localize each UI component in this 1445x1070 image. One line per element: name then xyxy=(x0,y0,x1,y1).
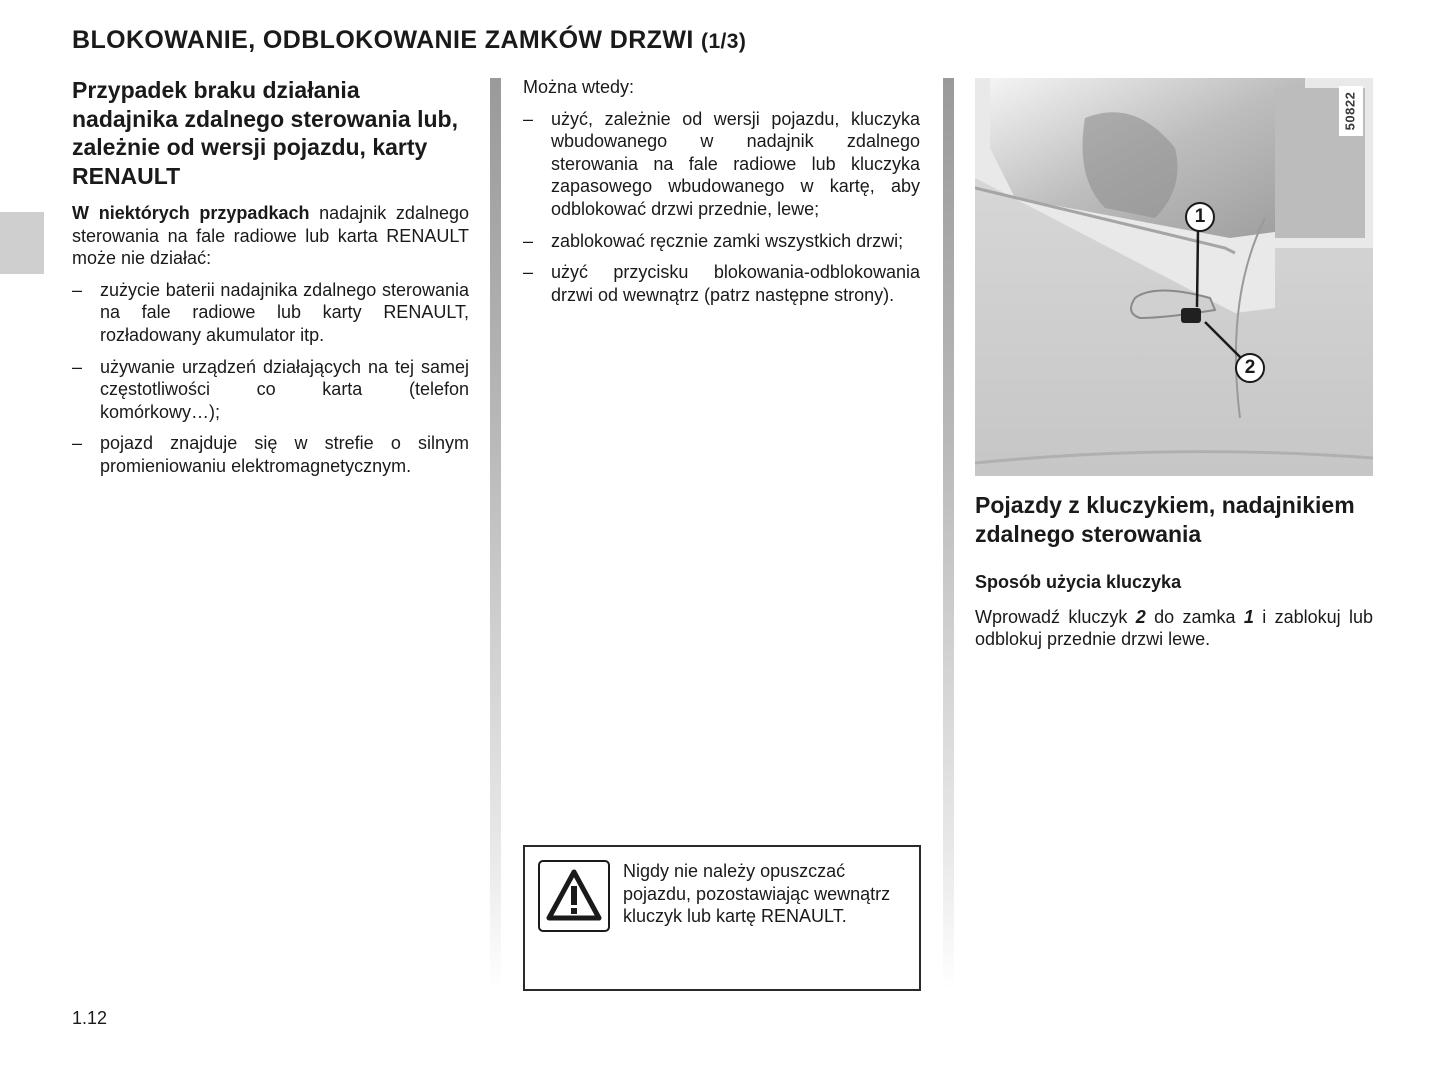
ref-key-number: 2 xyxy=(1135,606,1146,627)
key-usage-paragraph xyxy=(975,606,1373,651)
figure-reference-text: 50822 xyxy=(1342,91,1358,131)
callout-key: 2 xyxy=(1235,353,1265,383)
page-title-text: BLOKOWANIE, ODBLOKOWANIE ZAMKÓW DRZWI xyxy=(72,26,694,54)
chapter-tab-marker xyxy=(0,212,44,274)
column-remote-failure xyxy=(72,76,469,487)
options-intro: Można wtedy: xyxy=(523,77,635,97)
list-item: – użyć, zależnie od wersji pojazdu, kluczyka wbudowanego w nadajnik zdalnego sterowania na fale radiowe lub kluczyka zapasowego wbudowanego w kartę, aby odblokować drzwi przednie, lewe; xyxy=(523,108,920,221)
section-heading-key-vehicles: Pojazdy z kluczykiem, nadajnikiem zdalnego sterowania xyxy=(975,492,1355,547)
list-item: – zużycie baterii nadajnika zdalnego sterowania na fale radiowe lub karty RENAULT, rozładowany akumulator itp. xyxy=(72,279,469,347)
failure-causes-list xyxy=(72,279,469,478)
section-heading-remote-failure: Przypadek braku działania nadajnika zdalnego sterowania lub, zależnie od wersji pojazdu, karty RENAULT xyxy=(72,77,458,189)
figure-reference-label xyxy=(1339,86,1363,136)
column-separator-left xyxy=(490,78,501,990)
ref-lock-number: 1 xyxy=(1243,606,1254,627)
intro-bold-text: W niektórych przypadkach xyxy=(72,203,310,223)
column-options xyxy=(523,76,920,315)
intro-rest-text: nadajnik zdalnego sterowania na fale radiowe lub karta RENAULT może nie działać: xyxy=(72,203,469,269)
warning-triangle-icon xyxy=(544,866,604,926)
page-number: 1.12 xyxy=(72,1008,108,1028)
key-usage-text-2: do zamka xyxy=(1145,606,1244,627)
options-list xyxy=(523,108,920,307)
key-usage-text-3: i zablokuj lub odblokuj przednie drzwi lewe. xyxy=(975,606,1373,650)
car-door-drawing xyxy=(975,78,1373,476)
page-title xyxy=(72,26,746,55)
warning-text: Nigdy nie należy opuszczać pojazdu, pozostawiając wewnątrz kluczyk lub kartę RENAULT. xyxy=(623,861,891,927)
list-item: – zablokować ręcznie zamki wszystkich drzwi; xyxy=(523,230,920,253)
list-item: – używanie urządzeń działających na tej samej częstotliwości co karta (telefon komórkowy…); xyxy=(72,356,469,424)
list-item: – użyć przycisku blokowania-odblokowania drzwi od wewnątrz (patrz następne strony). xyxy=(523,261,920,306)
callout-lock: 1 xyxy=(1185,202,1215,232)
page-title-part: (1/3) xyxy=(701,30,747,53)
column-key-usage xyxy=(975,78,1373,651)
warning-box xyxy=(523,845,921,991)
intro-paragraph xyxy=(72,202,469,270)
warning-icon-frame xyxy=(538,860,610,932)
subheading-key-usage: Sposób użycia kluczyka xyxy=(975,572,1182,592)
column-separator-right xyxy=(943,78,954,990)
list-item: – pojazd znajduje się w strefie o silnym promieniowaniu elektromagnetycznym. xyxy=(72,432,469,477)
key-usage-text-1: Wprowadź kluczyk xyxy=(975,606,1136,627)
door-handle-illustration xyxy=(975,78,1373,476)
